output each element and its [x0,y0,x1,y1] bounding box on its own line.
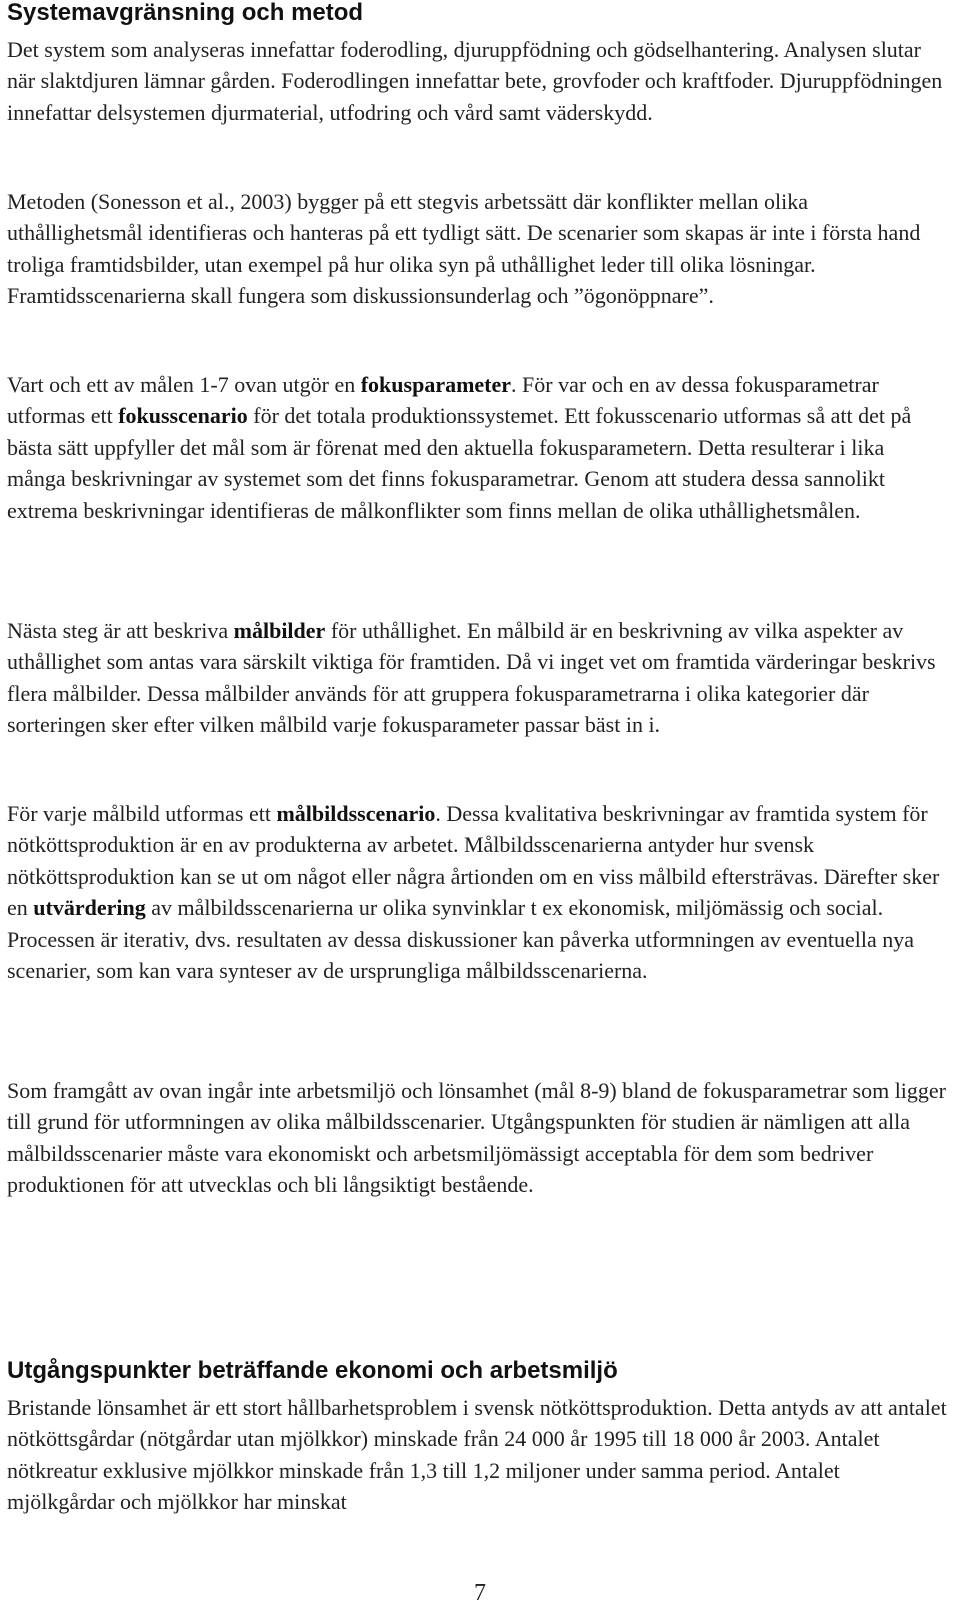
paragraph-focus-parameters [7,369,947,526]
paragraph-method: Metoden (Sonesson et al., 2003) bygger på ett stegvis arbetssätt där konflikter mellan olika uthållighetsmål identifieras och hanteras på ett tydligt sätt. De scenarier som skapas är inte i första hand troliga framtidsbilder, utan exempel på hur olika syn på uthållighet leder till olika lösningar. Framtidsscenarierna skall fungera som diskussionsunderlag och ”ögonöppnare”. [7,189,921,309]
paragraph-system-scope: Det system som analyseras innefattar foderodling, djuruppfödning och gödselhantering. Analysen slutar när slaktdjuren lämnar gården. Foderodlingen innefattar bete, grovfoder och kraftfoder. Djuruppfödningen innefattar delsystemen djurmaterial, utfodring och vård samt väderskydd. [7,37,943,125]
text-run: för det totala produktionssystemet. Ett fokusscenario utformas så att det på bästa sätt uppfyller det mål som är förenat med den aktuella fokusparametern. Detta resulterar i lika många beskrivningar av systemet som det finns fokusparametrar. Genom att studera dessa sannolikt extrema beskrivningar identifieras de målkonflikter som finns mellan de olika uthållighetsmålen. [7,403,912,523]
text-run: Nästa steg är att beskriva [7,618,234,643]
text-run: av målbildsscenarierna ur olika synvinklar t ex ekonomisk, miljömässig och social. Processen är iterativ, dvs. resultaten av dessa diskussioner kan påverka utformningen av eventuella nya scenarier, som kan vara synteser av de ursprungliga målbildsscenarierna. [7,895,915,984]
text-run: för uthållighet. En målbild är en beskrivning av vilka aspekter av uthållighet som antas vara särskilt viktiga för framtiden. Då vi inget vet om framtida värderingar beskrivs flera målbilder. Dessa målbilder används för att gruppera fokusparametrarna i olika kategorier där sorteringen sker efter vilken målbild varje fokusparameter passar bäst in i. [7,618,936,738]
term-utvardering: utvärdering [33,895,146,921]
text-run: . För var och en av dessa fokusparametrar utformas ett [7,372,879,429]
term-fokusscenario: fokusscenario [118,403,248,429]
paragraph-profitability: Bristande lönsamhet är ett stort hållbarhetsproblem i svensk nötköttsproduktion. Detta antyds av att antalet nötköttsgårdar (nötgårdar utan mjölkkor) minskade från 24 000 år 1995 till 18 000 år 2003. Antalet nötkreatur exklusive mjölkkor minskade från 1,3 till 1,2 miljoner under samma period. Antalet mjölkgårdar och mjölkkor har minskat [7,1395,947,1515]
section-heading-utgangspunkter: Utgångspunkter beträffande ekonomi och arbetsmiljö [7,1357,618,1384]
paragraph-economy-work-environment: Som framgått av ovan ingår inte arbetsmiljö och lönsamhet (mål 8-9) bland de fokusparametrar som ligger till grund för utformningen av olika målbildsscenarier. Utgångspunkten för studien är nämligen att alla målbildsscenarier måste vara ekonomiskt och arbetsmiljömässigt acceptabla för dem som bedriver produktionen för att utvecklas och bli långsiktigt bestående. [7,1078,947,1198]
page-number: 7 [474,1580,486,1606]
paragraph-target-scenarios [7,798,947,986]
term-malbilder: målbilder [233,618,326,643]
text-run: För varje målbild utformas ett [7,801,277,826]
term-malbildsscenario: målbildsscenario [276,801,436,826]
paragraph-target-images [7,615,947,741]
text-run: Vart och ett av målen 1-7 ovan utgör en [7,372,361,397]
section-heading-systemavgransning: Systemavgränsning och metod [7,0,364,26]
term-fokusparameter: fokusparameter [360,372,512,397]
text-run: . Dessa kvalitativa beskrivningar av framtida system för nötköttsproduktion är en av produkterna av arbetet. Målbildsscenarierna antyder hur svensk nötköttsproduktion kan se ut om något eller några årtionden om en viss målbild eftersträvas. Därefter sker en [7,801,940,921]
